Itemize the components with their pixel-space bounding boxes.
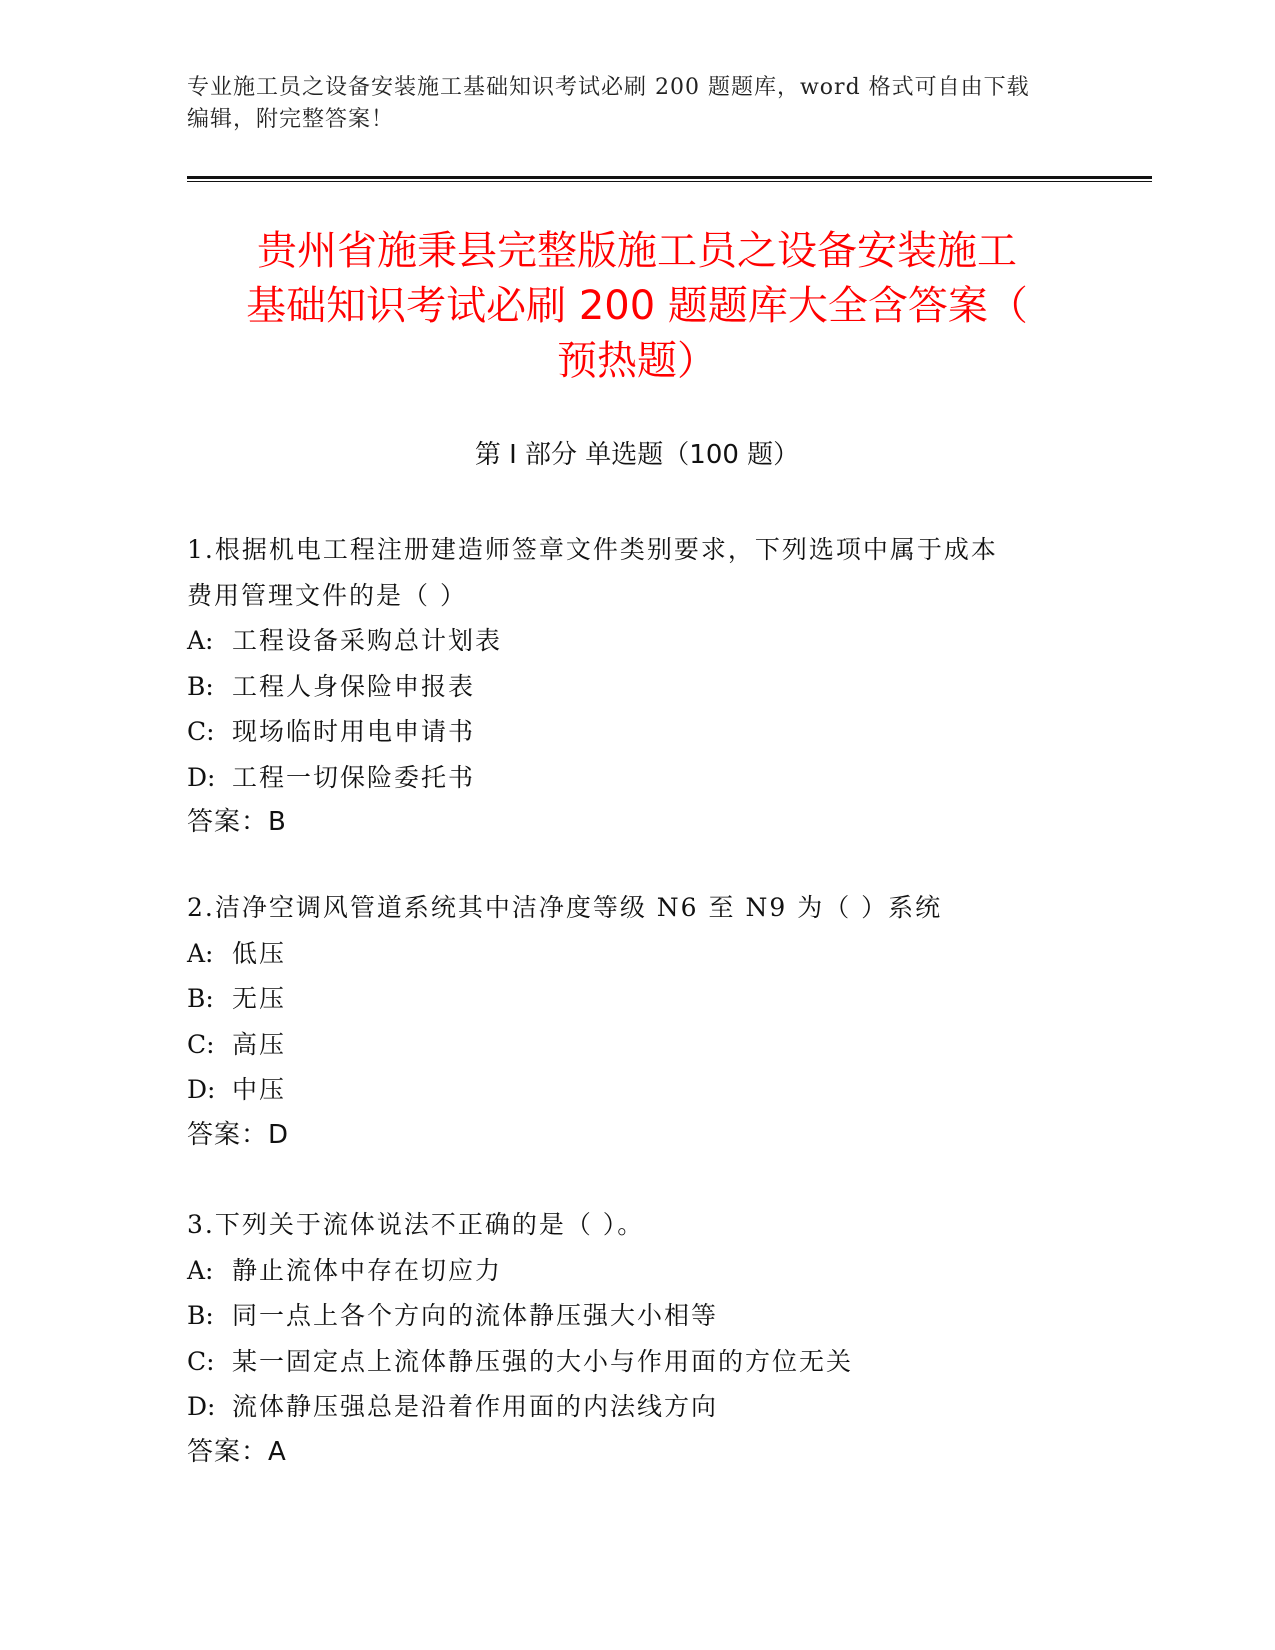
option-letter: B: bbox=[187, 1301, 214, 1330]
option-text: 无压 bbox=[232, 984, 287, 1013]
document-title-line-1: 贵州省施秉县完整版施工员之设备安装施工 bbox=[257, 228, 1017, 274]
option-b bbox=[187, 1293, 1087, 1339]
option-c bbox=[187, 709, 1087, 755]
option-b bbox=[187, 976, 1087, 1022]
document-title-line-2: 基础知识考试必刷 200 题题库大全含答案（ bbox=[246, 283, 1028, 329]
question-stem-line-2: 费用管理文件的是（ ） bbox=[187, 580, 467, 610]
answer-line: 答案：D bbox=[187, 1119, 290, 1150]
question-2 bbox=[187, 885, 1087, 1158]
option-text: 静止流体中存在切应力 bbox=[232, 1255, 503, 1285]
question-stem bbox=[187, 527, 1087, 618]
option-text: 某一固定点上流体静压强的大小与作用面的方位无关 bbox=[232, 1346, 854, 1376]
option-d bbox=[187, 1067, 1087, 1113]
option-letter: C: bbox=[187, 1346, 215, 1376]
document-title bbox=[187, 224, 1087, 389]
question-stem bbox=[187, 1202, 1087, 1248]
section-heading: 第 I 部分 单选题（100 题） bbox=[474, 440, 800, 470]
option-text: 低压 bbox=[232, 938, 287, 968]
option-d bbox=[187, 1384, 1087, 1430]
question-3 bbox=[187, 1202, 1087, 1475]
answer-line: 答案：A bbox=[187, 1436, 287, 1467]
option-letter: B: bbox=[187, 984, 214, 1013]
option-letter: B: bbox=[187, 671, 214, 701]
option-a bbox=[187, 618, 1087, 664]
option-text: 工程设备采购总计划表 bbox=[232, 626, 503, 655]
option-text: 高压 bbox=[232, 1029, 287, 1059]
question-1 bbox=[187, 527, 1087, 846]
option-text: 中压 bbox=[232, 1075, 287, 1104]
question-stem-line-1: 2.洁净空调风管道系统其中洁净度等级 N6 至 N9 为（ ）系统 bbox=[187, 893, 943, 922]
answer-line: 答案：B bbox=[187, 807, 287, 837]
option-letter: A: bbox=[187, 938, 214, 968]
option-letter: D: bbox=[187, 1075, 216, 1104]
option-letter: D: bbox=[187, 762, 216, 792]
header-note-line-1: 专业施工员之设备安装施工基础知识考试必刷 200 题题库，word 格式可自由下载 bbox=[187, 75, 1030, 100]
option-letter: C: bbox=[187, 717, 215, 746]
option-d bbox=[187, 755, 1087, 801]
question-stem-line-1: 1.根据机电工程注册建造师签章文件类别要求，下列选项中属于成本 bbox=[187, 535, 998, 564]
option-a bbox=[187, 931, 1087, 977]
option-text: 流体静压强总是沿着作用面的内法线方向 bbox=[232, 1392, 719, 1421]
option-letter: C: bbox=[187, 1029, 215, 1059]
option-text: 现场临时用电申请书 bbox=[232, 717, 476, 746]
question-stem-line-1: 3.下列关于流体说法不正确的是（ ）。 bbox=[187, 1210, 645, 1239]
header-rule-thin bbox=[187, 181, 1152, 182]
header-note bbox=[187, 72, 1087, 136]
option-text: 工程一切保险委托书 bbox=[232, 762, 476, 792]
option-letter: A: bbox=[187, 626, 214, 655]
question-stem bbox=[187, 885, 1087, 931]
option-text: 同一点上各个方向的流体静压强大小相等 bbox=[232, 1301, 719, 1330]
option-letter: D: bbox=[187, 1392, 216, 1421]
option-c bbox=[187, 1022, 1087, 1068]
header-note-line-2: 编辑，附完整答案！ bbox=[187, 107, 395, 132]
option-a bbox=[187, 1248, 1087, 1294]
option-b bbox=[187, 664, 1087, 710]
document-title-line-3: 预热题） bbox=[557, 338, 717, 384]
option-text: 工程人身保险申报表 bbox=[232, 671, 476, 701]
option-c bbox=[187, 1339, 1087, 1385]
option-letter: A: bbox=[187, 1255, 214, 1285]
header-rule-thick bbox=[187, 176, 1152, 179]
